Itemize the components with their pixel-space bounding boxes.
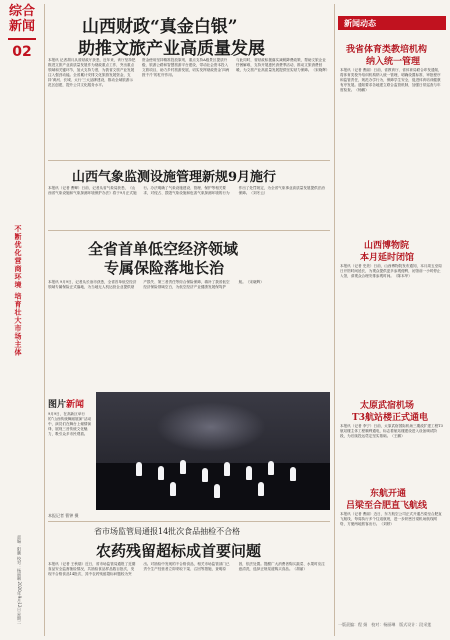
- dancer: [170, 482, 176, 496]
- brief1-body: 本报讯（记者 曹丽）日前，省教育厅、省体育局联合印发通知，将体育类校外培训机构纳入统一管理，明确设置标准、审批程序和监管责任，规范办学行为，保障学生安全，促进体育培训健康有序发展。通知要求各地建立联合监管机制，加强日常巡查与年度检查。（杨鹏）: [340, 68, 442, 92]
- side-divider: [44, 4, 45, 636]
- side-slogan: 不断优化营商环境 培育壮大市场主体: [14, 225, 22, 357]
- photo-divider: [48, 521, 330, 522]
- weather-divider: [48, 230, 330, 231]
- brief2-title-1: 山西博物院: [364, 241, 410, 251]
- dancer: [136, 462, 142, 476]
- lead-divider: [48, 160, 330, 161]
- brief2-body: 本报讯（记者 史美）日前，山西博物院发布通知，本月周五至周日开馆时间延长，为观众提供更多参观便利，闭馆前一小时停止入馆，请观众合理安排参观时间。（陈本华）: [340, 264, 442, 278]
- brief3-title-2: T3航站楼正式通电: [352, 413, 428, 423]
- briefs-divider: [334, 4, 335, 636]
- dancer: [224, 462, 230, 476]
- dancer: [258, 482, 264, 496]
- dancer: [214, 484, 220, 498]
- lead-col-3: 与此同时，省财政积极落实减税降费政策，帮助文旅企业纾困解难，支持开展惠民消费季活动，推动文旅消费回暖，为文旅产业高质量发展提供坚实财力保障。（宋晓辉）: [236, 58, 330, 72]
- dancer: [202, 468, 208, 482]
- section-top: 综合: [8, 4, 35, 19]
- photo-caption: 9月9日，在高新区举行的“山西传统舞蹈展演”活动中，演员们在舞台上倾情演绎，展现三晋传统文化魅力，吸引众多市民观看。: [48, 412, 92, 436]
- brief3-title-1: 太原武宿机场: [360, 401, 415, 411]
- masthead: [4, 4, 40, 114]
- airport-headline-1: 全省首单低空经济领域: [88, 240, 239, 258]
- dancer: [180, 460, 186, 474]
- brief-bar-label: 新闻动态: [344, 19, 376, 28]
- photo-credit: 本报记者 曹钟 摄: [48, 513, 79, 518]
- dancer: [290, 467, 296, 481]
- brief1-title-1: 我省体育类教培机构: [346, 45, 428, 55]
- photo-news-tag: [48, 392, 92, 410]
- brief-bar: [338, 16, 446, 30]
- lead-headline-1: 山西财政“真金白银”: [82, 17, 238, 37]
- lead-headline-2: 助推文旅产业高质量发展: [78, 39, 265, 59]
- stage-backdrop: [156, 402, 266, 452]
- food-subheadline: 省市场监管局通报14批次食品抽检不合格: [94, 527, 241, 536]
- masthead-rule: [8, 38, 36, 40]
- airport-body: 本报讯 9月9日，记者从长治市获悉，全省首单低空经济领域专属保险正式落地，为当地无人机运营企业提供财产损失、第三者责任等综合保险保障，填补了我省低空经济保险领域空白，为低空经济产业健康发展保驾护航。（宋晓辉）: [48, 280, 264, 289]
- weather-headline: 山西气象监测设施管理新规9月施行: [72, 170, 277, 185]
- dancer: [268, 461, 274, 475]
- brief4-title-1: 东航开通: [370, 489, 407, 499]
- brief3-body: 本报讯（记者 李宁）日前，太原武宿国际机场三期改扩建工程T3航站楼主体工程顺利通电，标志着航站楼建设进入设备调试阶段，为后续投运奠定坚实基础。（王鹏）: [340, 424, 443, 438]
- dancer: [246, 466, 252, 480]
- brief1-title-2: 纳入统一管理: [366, 57, 421, 67]
- food-headline: 农药残留超标成首要问题: [96, 542, 262, 560]
- left-footer: 责编：阳鹏 校对：杨丽琳 2020年9月12日 星期二: [17, 535, 22, 625]
- dance-photo: [96, 392, 330, 510]
- weather-body: 本报讯（记者 曹蝉）日前，记者从省气象局获悉，《山西省气象设施和气象探测环境保护办法》将于9月正式施行。办法明确了气象设施建设、管理、保护等相关要求，对侵占、损毁气象设施和危害气象探测环境的行为作出了处罚规定，为全省气象事业高质量发展提供法治保障。（刘冬云）: [48, 186, 325, 195]
- page-number: 02: [12, 44, 32, 60]
- right-footer: 一版责编：程 娟 校对：杨丽琳 版式设计：段采莲: [338, 622, 432, 627]
- dancer: [158, 466, 164, 480]
- photo-tag-2: 新闻: [66, 400, 85, 410]
- section-bottom: 新闻: [8, 19, 35, 34]
- brief4-title-2: 吕梁至合肥直飞航线: [346, 501, 428, 511]
- photo-tag-1: 图片: [48, 400, 67, 410]
- brief2-title-2: 本月延时闭馆: [360, 253, 415, 263]
- lead-col-2: 资金使用坚持精准投放原则，重点支持A级景区提质升级、旅游公路和智慧旅游平台建设，带动社会资本投入文旅项目，助力乡村旅游发展，切实发挥财政资金‘四两拨千斤’的杠杆作用。: [142, 58, 230, 77]
- lead-col-1: 本报讯 记者胡月从省财政厅获悉，近年来，该厅坚持把推进文旅产业高质量发展作为财政重点工作，突出重点领域和关键环节，加大支持力度，为我省文旅产业发展注入强劲动能。全省累计安排文化旅游发展资金，支持‘黄河、长城、太行’三大品牌建设，推动全域旅游示范区创建，提升公共文化服务水平。: [48, 58, 136, 87]
- airport-headline-2: 专属保险落地长治: [104, 259, 225, 277]
- brief4-body: 本报讯（记者 曹丽）近日，东方航空公司正式开通吕梁至合肥直飞航线，每周执行多个往返航班，进一步织密吕梁机场航线网络，方便两地旅客出行。（刘婷）: [340, 512, 442, 526]
- food-body: 本报讯（记者 王秋瑞）近日，省市场监管局通报了近期食品安全监督抽检情况，共抽检食品样品数百批次，发现不合格食品14批次，其中农药残留超标问题较为突出。对抽检中发现的不合格食品，相关市场监管部门已责令生产经营者立即采取下架、召回等措施，查明原因，依法处置。提醒广大消费者购买蔬菜、水果时应注意清洗，选择正规渠道购买食品。（胡丽）: [48, 562, 325, 576]
